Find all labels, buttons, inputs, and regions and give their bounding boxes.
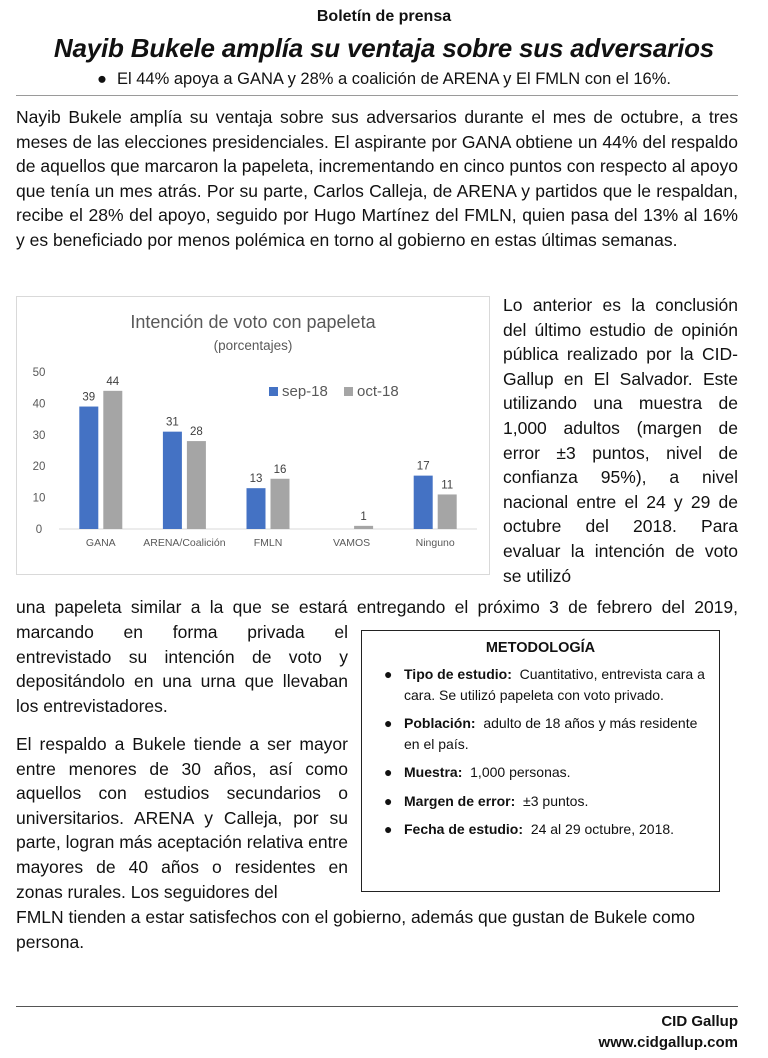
bullet-icon: ● [384, 764, 393, 780]
y-tick-label: 20 [32, 461, 46, 474]
methodology-item-text: ±3 puntos. [523, 792, 589, 809]
chart-title: Intención de voto con papeleta [130, 312, 376, 332]
bar-sep-18 [247, 488, 266, 529]
methodology-item-label: Fecha de estudio [404, 821, 519, 837]
methodology-list [362, 664, 719, 840]
bar-sep-18 [414, 476, 433, 529]
legend-label: sep-18 [282, 383, 328, 400]
legend-swatch [269, 387, 278, 396]
bar-sep-18 [163, 432, 182, 529]
methodology-item-text: 24 al 29 octubre, 2018. [530, 821, 675, 837]
divider [16, 95, 738, 96]
x-tick-label: FMLN [253, 537, 283, 549]
methodology-item-label: Tipo de estudio [404, 666, 508, 682]
legend-label: oct-18 [357, 383, 399, 400]
data-label: 28 [190, 426, 203, 439]
bar-oct-18 [271, 479, 290, 529]
vote-intention-chart [16, 296, 490, 575]
legend-swatch [344, 387, 353, 396]
methodology-item-text: 1,000 personas. [470, 764, 571, 780]
headline: Nayib Bukele amplía su ventaja sobre sus adversarios [53, 33, 715, 63]
methodology-title: METODOLOGÍA [485, 640, 596, 656]
bullet-icon: ● [384, 715, 393, 731]
methodology-item-label: Muestra [404, 764, 458, 780]
data-label: 11 [441, 479, 454, 492]
y-tick-label: 50 [32, 367, 46, 379]
bar-oct-18 [103, 391, 122, 529]
x-tick-label: VAMOS [333, 537, 371, 549]
bar-sep-18 [79, 407, 98, 529]
methodology-item-label: Población [404, 715, 471, 731]
bullet-icon: ● [97, 70, 107, 88]
methodology-item-text: Cuantitativo, entrevista cara a cara. Se utilizó papeleta con voto privado. [404, 666, 705, 703]
x-tick-label: ARENA/Coalición [143, 537, 226, 549]
y-tick-label: 40 [32, 398, 46, 411]
methodology-item: ● Muestra: 1,000 personas. [384, 762, 707, 783]
footer-divider [16, 1006, 738, 1007]
methodology-item: ● Población: adulto de 18 años y más residente en el país. [384, 715, 698, 752]
chart-svg [17, 297, 489, 574]
x-tick-label: GANA [85, 537, 116, 549]
press-kicker: Boletín de prensa [316, 8, 452, 25]
methodology-box [361, 630, 720, 892]
paragraph-methodology-intro: Lo anterior es la conclusión del último estudio de opinión pública realizado por la CID-Gallup en El Salvador. Este utilizando una muestra de 1,000 adultos (margen de error ±3 puntos, nivel de confianza 95%), a nivel nacional entre el 24 y 29 de octubre del 2018. Para evaluar la intención de voto se utilizó [503, 295, 738, 586]
paragraph-intro: Nayib Bukele amplía su ventaja sobre sus adversarios durante el mes de octubre, a tres meses de las elecciones presidenciales. El aspirante por GANA obtiene un 44% del respaldo de aquellos que marcaron la papeleta, incrementando en cinco puntos con respecto al apoyo que tenía un mes atrás. Por su parte, Carlos Calleja, de ARENA y partidos que le respaldan, recibe el 28% del apoyo, seguido por Hugo Martínez del FMLN, quien pasa del 13% al 16% y es beneficiado por menos polémica en torno al gobierno en estas últimas semanas. [16, 107, 738, 250]
methodology-item-text: adulto de 18 años y más residente en el país. [404, 715, 698, 752]
paragraph-fmln: FMLN tienden a estar satisfechos con el gobierno, además que gustan de Bukele como persona. [16, 907, 696, 952]
data-label: 16 [273, 463, 287, 476]
summary-bullet [0, 70, 768, 89]
data-label: 44 [106, 375, 120, 388]
bullet-icon: ● [384, 821, 393, 837]
footer-org: CID Gallup [661, 1013, 738, 1030]
paragraph-private-vote: marcando en forma privada el entrevistado su intención de voto y depositándolo en una urna que llevaban los entrevistadores. [16, 622, 348, 716]
methodology-item: ● Margen de error: ±3 puntos. [384, 791, 707, 812]
y-tick-label: 0 [35, 524, 43, 536]
data-label: 39 [82, 391, 96, 404]
data-label: 31 [166, 416, 179, 429]
data-label: 13 [249, 473, 263, 486]
x-tick-label: Ninguno [415, 537, 455, 549]
paragraph-ballot: una papeleta similar a la que se estará entregando el próximo 3 de febrero del 2019, [16, 597, 738, 617]
bar-oct-18 [438, 494, 457, 529]
paragraph-support-profile: El respaldo a Bukele tiende a ser mayor entre menores de 30 años, así como aquellos con estudios secundarios o universitarios. ARENA y Calleja, por su parte, logran más aceptación relativa entre mayores de 40 años o residentes en zonas rurales. Los seguidores del [16, 734, 348, 902]
summary-text: El 44% apoya a GANA y 28% a coalición de ARENA y El FMLN con el 16%. [117, 70, 671, 88]
bar-oct-18 [187, 441, 206, 529]
bar-oct-18 [354, 526, 373, 529]
y-tick-label: 10 [32, 492, 46, 505]
methodology-item: ● Tipo de estudio: Cuantitativo, entrevista cara a cara. Se utilizó papeleta con voto privado. [384, 666, 705, 703]
methodology-item-label: Margen de error [404, 792, 511, 809]
methodology-item: ● Fecha de estudio: 24 al 29 octubre, 2018. [384, 819, 707, 840]
data-label: 17 [416, 460, 430, 473]
bullet-icon: ● [384, 666, 393, 682]
footer-url[interactable]: www.cidgallup.com [598, 1034, 738, 1051]
chart-subtitle: (porcentajes) [213, 338, 293, 353]
y-tick-label: 30 [32, 429, 46, 442]
bullet-icon: ● [384, 792, 393, 809]
data-label: 1 [360, 510, 367, 523]
